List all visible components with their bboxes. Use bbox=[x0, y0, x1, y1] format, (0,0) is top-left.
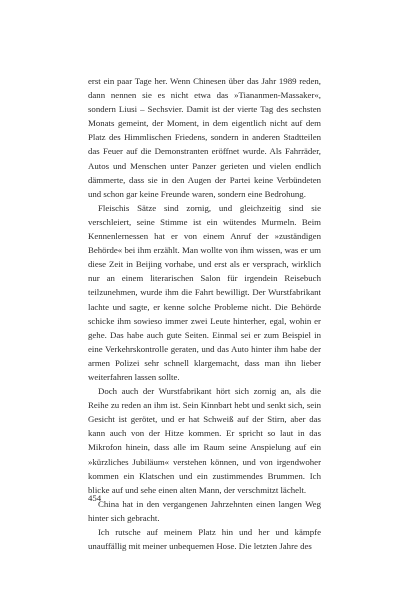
body-text bbox=[88, 74, 321, 553]
paragraph-1: erst ein paar Tage her. Wenn Chinesen über das Jahr 1989 reden, dann nennen sie es nicht etwa das »Tiananmen-Massaker«, sondern Liusi – Sechsvier. Damit ist der vierte Tag des sechsten Monats gemeint, der Moment, in dem eigentlich nicht auf dem Platz des Himmlischen Friedens, sondern in anderen Stadtteilen das Feuer auf die Demonstranten eröffnet wurde. Als Fahrräder, Autos und Menschen unter Panzer gerieten und vielen endlich dämmerte, dass sie in den Augen der Partei keine Verbündeten und schon gar keine Freunde waren, sondern eine Bedrohung. bbox=[88, 76, 321, 199]
paragraph-3: Doch auch der Wurstfabrikant hört sich zornig an, als die Reihe zu reden an ihm ist. Sein Kinnbart hebt und senkt sich, sein Gesicht ist gerötet, und er hat Schweiß auf der Stirn, aber das kann auch von der Hitze kommen. Er spricht so laut in das Mikrofon hinein, dass alle im Raum seine Anspielung auf ein »kürzliches Jubiläum« verstehen können, und von irgendwoher kommen ein Klatschen und ein zustimmendes Brummen. Ich blicke auf und sehe einen alten Mann, der verschmitzt lächelt. bbox=[88, 386, 321, 495]
page-number: 454 bbox=[88, 493, 102, 503]
paragraph-2: Fleischis Sätze sind zornig, und gleichzeitig sind sie verschleiert, seine Stimme ist ein wütendes Murmeln. Beim Kennenlernessen hat er von einem Anruf der »zuständigen Behörde« bei ihm erzählt. Man wollte von ihm wissen, was er um diese Zeit in Beijing vorhabe, und erst als er versprach, wirklich nur an einem literarischen Salon für irgendein Reisebuch teilzunehmen, wurde ihm die Fahrt bewilligt. Der Wurstfabrikant lachte und sagte, er kenne solche Probleme nicht. Die Behörde schicke ihm sowieso immer zwei Leute hinterher, egal, wohin er gehe. Das habe auch gute Seiten. Einmal sei er zum Beispiel in eine Verkehrskontrolle geraten, und das Auto hinter ihm habe der armen Polizei sehr schnell klargemacht, dass man ihn lieber weiterfahren lassen sollte. bbox=[88, 202, 321, 382]
paragraph-4: China hat in den vergangenen Jahrzehnten einen langen Weg hinter sich gebracht. bbox=[88, 498, 321, 523]
paragraph-5: Ich rutsche auf meinem Platz hin und her und kämpfe unauffällig mit meiner unbequemen Hose. Die letzten Jahre des bbox=[88, 527, 321, 552]
